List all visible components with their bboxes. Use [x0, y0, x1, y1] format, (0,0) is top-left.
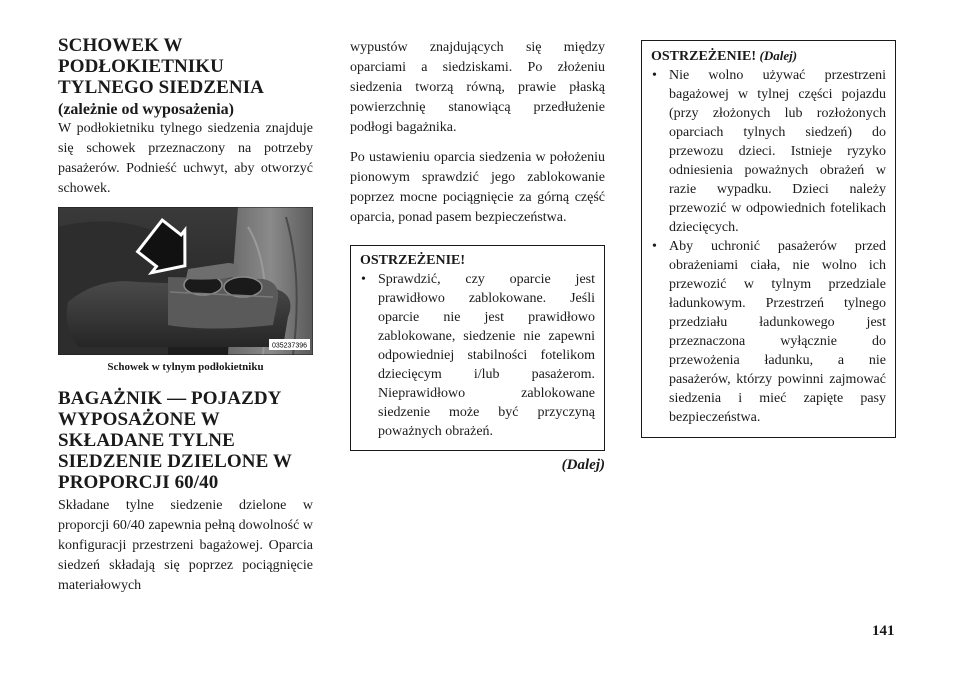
- warning-list: [651, 66, 886, 427]
- warning-item-text: Aby uchronić pasażerów przed obrażeniami ciała, nie wolno ich przewozić w tylnym przedziale ładunkowym. Przestrzeń tylnego przedziału ładunkowego jest przeznaczona wyłącznie do przewożenia ładunku, a nie pasażerów, którzy powinni zajmować siedzenia i mieć zapięte pasy bezpieczeństwa.: [669, 239, 886, 425]
- left-column: [58, 35, 313, 596]
- right-column: [641, 40, 896, 438]
- section-heading-trunk: BAGAŻNIK — POJAZDY WYPOSAŻONE W SKŁADANE TYLNE SIEDZENIE DZIELONE W PROPORCJI 60/40: [58, 388, 292, 493]
- armrest-storage-illustration: [58, 207, 313, 355]
- warning-box-continued: [641, 40, 896, 438]
- warning-list: [360, 270, 595, 441]
- bullet-icon: •: [652, 239, 657, 254]
- bullet-icon: •: [361, 272, 366, 287]
- photo-code: 035237396: [271, 342, 308, 350]
- upright-seat-paragraph: Po ustawieniu oparcia siedzenia w położeniu pionowym sprawdzić jego zablokowanie poprzez mocne pociągnięcie za górną część oparcia, ponad pasem bezpieczeństwa.: [350, 150, 605, 225]
- warning-title-continued: [651, 46, 886, 66]
- warning-item: [651, 237, 886, 427]
- trunk-paragraph: Składane tylne siedzenie dzielone w proporcji 60/40 zapewnia pełną dowolność w konfiguracji przestrzeni bagażowej. Oparcia siedzeń składają się poprzez pociągnięcie materiałowych: [58, 498, 313, 593]
- warning-item-text: Nie wolno używać przestrzeni bagażowej w tylnej części pojazdu (przy złożonych lub rozłożonych oparciach tylnych siedzeń) do przewozu dzieci. Istnieje ryzyko odniesienia poważnych obrażeń w razie wypadku. Dzieci należy przewozić w odpowiednich fotelikach dziecięcych.: [669, 68, 886, 235]
- page-number: 141: [872, 623, 895, 639]
- middle-column: [350, 38, 605, 474]
- warning-title: OSTRZEŻENIE!: [360, 253, 466, 268]
- armrest-paragraph: W podłokietniku tylnego siedzenia znajduje się schowek przeznaczony na potrzeby pasażerów. Podnieść uchwyt, aby otworzyć schowek.: [58, 121, 313, 196]
- armrest-storage-photo: [58, 207, 313, 355]
- continued-label: (Dalej): [561, 457, 605, 473]
- warning-box: [350, 245, 605, 451]
- warning-continued-label: (Dalej): [759, 48, 798, 63]
- warning-title-text: OSTRZEŻENIE!: [651, 49, 757, 64]
- section-subheading-optional: (zależnie od wyposażenia): [58, 101, 234, 118]
- photo-caption: Schowek w tylnym podłokietniku: [107, 361, 264, 373]
- warning-item: [651, 66, 886, 237]
- fold-seat-paragraph: wypustów znajdujących się między oparciami a siedziskami. Po złożeniu siedzenia tworzą równą, prawie płaską powierzchnię stanowiącą przedłużenie podłogi bagażnika.: [350, 40, 605, 135]
- section-heading-armrest-storage: SCHOWEK W PODŁOKIETNIKU TYLNEGO SIEDZENIA: [58, 35, 265, 98]
- warning-item-text: Sprawdzić, czy oparcie jest prawidłowo zablokowane. Jeśli oparcie nie jest prawidłowo zablokowane, siedzenie nie zapewni odpowiedniej stabilności fotelikom dziecięcym i/lub pasażerom. Nieprawidłowo zablokowane siedzenie może być przyczyną poważnych obrażeń.: [378, 272, 595, 439]
- bullet-icon: •: [652, 68, 657, 83]
- warning-item: [360, 270, 595, 441]
